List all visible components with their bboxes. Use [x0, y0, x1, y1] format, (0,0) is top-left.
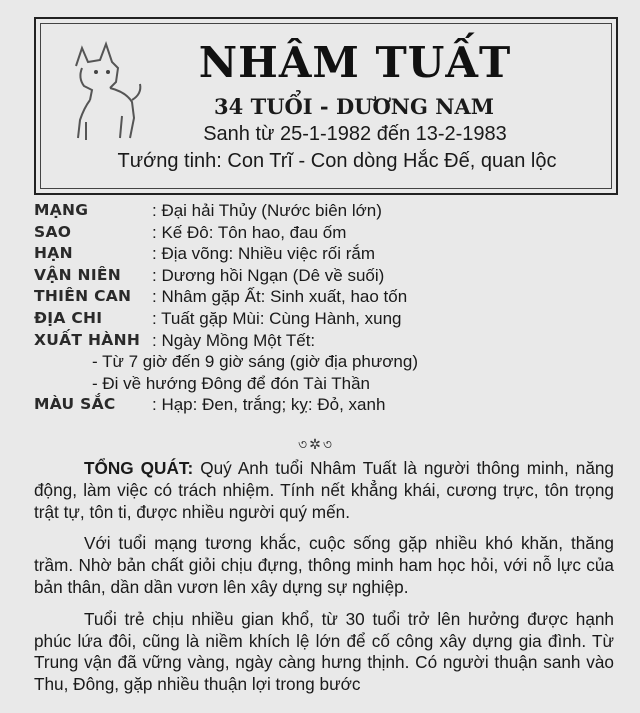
info-label: XUẤT HÀNH: [34, 330, 141, 349]
info-table: [34, 200, 624, 416]
info-value: : Hạp: Đen, trắng; kỵ: Đỏ, xanh: [152, 395, 386, 415]
info-value: : Nhâm gặp Ất: Sinh xuất, hao tốn: [152, 287, 408, 307]
info-value: : Địa võng: Nhiều việc rối rắm: [152, 244, 375, 264]
info-row-thien-can: [34, 286, 624, 308]
info-row-van-nien: [34, 265, 624, 287]
age-subtitle: 34 TUỔI - DƯƠNG NAM: [214, 94, 494, 119]
info-value: : Đại hải Thủy (Nước biên lớn): [152, 201, 382, 220]
info-value: : Kế Đô: Tôn hao, đau ốm: [152, 222, 347, 242]
info-label: ĐỊA CHI: [34, 308, 103, 327]
info-row-dia-chi: [34, 308, 624, 330]
paragraph: Tuổi trẻ chịu nhiều gian khổ, từ 30 tuổi trở lên hưởng được hạnh phúc lứa đôi, cũng là niềm khích lệ lớn để cố công xây dựng gia đình. Từ Trung vận đã vững vàng, ngày càng hưng thịnh. Có người thuận sanh vào Thu, Đông, gặp nhiều thuận lợi trong bước: [34, 608, 614, 695]
xuat-hanh-time: - Từ 7 giờ đến 9 giờ sáng (giờ địa phương): [92, 352, 418, 372]
paragraph: Với tuổi mạng tương khắc, cuộc sống gặp nhiều khó khăn, thăng trầm. Nhờ bản chất giỏi chịu đựng, thông minh ham học hỏi, với nỗ lực của bản thân, dần dần vươn lên xây dựng sự nghiệp.: [34, 533, 614, 597]
info-row-sao: [34, 222, 624, 244]
paragraph-text: Quý Anh tuổi Nhâm Tuất là người thông minh, năng động, làm việc có trách nhiệm. Tính nết khẳng khái, cương trực, tôn trọng trật tự, tôn ti, được nhiều người quý mến.: [34, 458, 614, 522]
info-label: THIÊN CAN: [34, 287, 132, 306]
info-value: : Ngày Mồng Một Tết:: [152, 330, 316, 350]
ornament-divider: ৩✲৩: [298, 436, 334, 452]
info-row-xuat-hanh: [34, 330, 624, 352]
info-row-mau-sac: [34, 394, 624, 416]
paragraph-tong-quat: [34, 458, 614, 523]
info-row-han: [34, 243, 624, 265]
info-label: MẠNG: [34, 201, 89, 219]
page-title: NHÂM TUẤT: [198, 38, 512, 87]
info-label: MÀU SẮC: [34, 395, 116, 414]
xuat-hanh-direction: - Đi về hướng Đông để đón Tài Thần: [92, 373, 371, 393]
info-value: : Tuất gặp Mùi: Cùng Hành, xung: [152, 308, 402, 328]
info-label: SAO: [34, 222, 72, 241]
info-label: VẬN NIÊN: [34, 265, 122, 284]
info-label: HẠN: [34, 244, 73, 263]
body-text: [34, 458, 614, 706]
tuong-tinh: Tướng tinh: Con Trĩ - Con dòng Hắc Đế, quan lộc: [117, 150, 557, 172]
info-value: : Dương hồi Ngạn (Dê về suối): [152, 265, 385, 285]
info-row-mang: [34, 200, 624, 222]
tong-quat-label: TỔNG QUÁT:: [84, 458, 194, 478]
birth-dates: Sanh từ 25-1-1982 đến 13-2-1983: [203, 123, 507, 145]
